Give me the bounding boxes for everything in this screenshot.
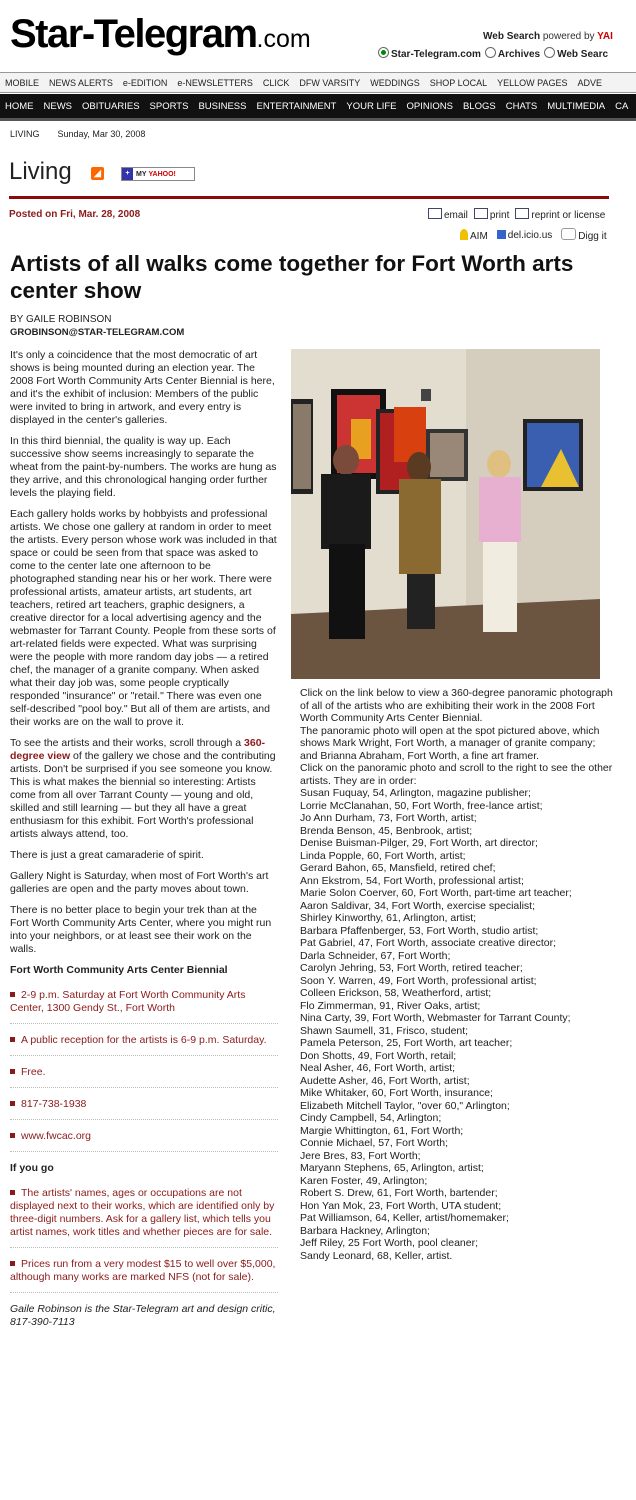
- paragraph: There is no better place to begin your trek than at the Fort Worth Community Arts Center, where you might run into your neighbors, or at least see their work on the walls.: [10, 904, 272, 955]
- list-item: Carolyn Jehring, 53, Fort Worth, retired teacher;: [300, 962, 523, 974]
- factbox-item: 2-9 p.m. Saturday at Fort Worth Community Arts Center, 1300 Gendy St., Fort Worth: [10, 989, 278, 1024]
- list-item: Barbara Pfaffenberger, 53, Fort Worth, studio artist;: [300, 924, 539, 937]
- list-item: Marie Solon Coerver, 60, Fort Worth, part-time art teacher;: [300, 887, 572, 899]
- article-headline: Artists of all walks come together for Fort Worth arts center show: [10, 251, 574, 303]
- caption-paragraph: The panoramic photo will open at the spot pictured above, which shows Mark Wright, Fort Worth, a manager of granite company; and Brianna Abraham, Fort Worth, a fine art framer.: [300, 724, 600, 762]
- ifyougo-item: Prices run from a very modest $15 to well over $5,000, although many works are marked NFS (not for sale).: [10, 1258, 278, 1293]
- factbox-item: Free.: [10, 1066, 278, 1088]
- nav-link[interactable]: YELLOW PAGES: [497, 77, 568, 88]
- digg-link[interactable]: Digg it: [561, 228, 606, 242]
- bullet-icon: [10, 992, 15, 997]
- breadcrumb-section[interactable]: LIVING: [10, 129, 40, 139]
- nav-tab[interactable]: MULTIMEDIA: [547, 100, 606, 112]
- nav-link[interactable]: e-NEWSLETTERS: [177, 77, 253, 88]
- paragraph: It's only a coincidence that the most democratic of art shows is being mounted during an election year. The 2008 Fort Worth Community Arts Center Biennial is here, and it's the exhibit of inclusion: Members of the public were invited to bring in artwork, and every entry is displayed in the center's galleries.: [10, 349, 275, 426]
- list-item: Soon Y. Warren, 49, Fort Worth, professional artist;: [300, 974, 537, 987]
- paragraph: Each gallery holds works by hobbyists and professional artists. We chose one gallery at random in order to meet the artists. Every person whose work was included in that space or could be seen from that space was asked to come to the center late one afternoon to be photographed standing near his or her work. There were professional artists, amateur artists, art students, art teachers, retired art teachers, graphic designers, a creative director for a local advertising agency and the webmaster for Tarrant County. People from these sorts of art-related fields were expected. What was surprising were the people with more random day jobs — a retired chef, the manager of a granite company. When asked what their day job was, some people cryptically responded "insurance" or "retail." There was even one self-described "pool boy." But all of them are artists, and their works are on the wall to prove it.: [10, 508, 277, 728]
- rss-icon[interactable]: ◢: [91, 167, 104, 180]
- byline: [10, 313, 184, 339]
- list-item: Elizabeth Mitchell Taylor, "over 60," Arlington;: [300, 1099, 510, 1112]
- radio-icon[interactable]: [485, 47, 496, 58]
- gallery-photo-illustration: [291, 349, 600, 679]
- list-item: Gerard Bahon, 65, Mansfield, retired chef;: [300, 862, 496, 874]
- search-option-site[interactable]: Star-Telegram.com: [378, 47, 481, 60]
- factbox-item: A public reception for the artists is 6-9 p.m. Saturday.: [10, 1034, 278, 1056]
- list-item: Karen Foster, 49, Arlington;: [300, 1174, 428, 1187]
- list-item: Pat Williamson, 64, Keller, artist/homemaker;: [300, 1212, 509, 1224]
- caption-paragraph: Click on the panoramic photo and scroll to the right to see the other artists. They are in order:: [300, 762, 613, 787]
- search-scope: [378, 47, 608, 60]
- bullet-icon: [10, 1133, 15, 1138]
- bullet-icon: [10, 1037, 15, 1042]
- list-item: Shirley Kinworthy, 61, Arlington, artist;: [300, 912, 477, 924]
- list-item: Mike Whitaker, 60, Fort Worth, insurance;: [300, 1087, 493, 1099]
- list-item: Ann Ekstrom, 54, Fort Worth, professional artist;: [300, 874, 524, 887]
- caption-paragraph: Click on the link below to view a 360-degree panoramic photograph of all of the artists who are exhibiting their work in the 2008 Fort Worth Community Arts Center Biennial.: [300, 687, 613, 724]
- article-body: [10, 349, 278, 1337]
- list-item: Barbara Hackney, Arlington;: [300, 1224, 430, 1237]
- utility-nav: [0, 72, 636, 93]
- nav-link[interactable]: WEDDINGS: [370, 77, 420, 88]
- reprint-icon: [515, 208, 529, 219]
- nav-tab[interactable]: ENTERTAINMENT: [256, 100, 337, 112]
- nav-tab[interactable]: SPORTS: [149, 100, 189, 112]
- nav-link[interactable]: NEWS ALERTS: [49, 77, 113, 88]
- list-item: Aaron Saldivar, 34, Fort Worth, exercise specialist;: [300, 899, 535, 912]
- list-item: Margie Whittington, 61, Fort Worth;: [300, 1124, 464, 1137]
- paragraph: Gallery Night is Saturday, when most of Fort Worth's art galleries are open and the party moves about town.: [10, 870, 269, 895]
- add-to-my-yahoo-button[interactable]: + MY YAHOO!: [121, 167, 195, 181]
- list-item: Connie Michael, 57, Fort Worth;: [300, 1137, 449, 1149]
- article-tools: [428, 208, 605, 221]
- nav-tab[interactable]: BLOGS: [462, 100, 496, 112]
- author-email[interactable]: GROBINSON@STAR-TELEGRAM.COM: [10, 327, 185, 338]
- aim-link[interactable]: AIM: [460, 229, 488, 242]
- bullet-icon: [10, 1101, 15, 1106]
- list-item: Colleen Erickson, 58, Weatherford, artist;: [300, 987, 492, 999]
- nav-tab[interactable]: YOUR LIFE: [346, 100, 397, 112]
- factbox-title: Fort Worth Community Arts Center Biennial: [10, 964, 228, 976]
- nav-link[interactable]: SHOP LOCAL: [429, 77, 488, 88]
- plus-icon: +: [122, 168, 133, 180]
- list-item: Maryann Stephens, 65, Arlington, artist;: [300, 1162, 484, 1174]
- author-signoff: Gaile Robinson is the Star-Telegram art and design critic, 817-390-7113: [10, 1303, 276, 1328]
- factbox-item: 817-738-1938: [10, 1098, 278, 1120]
- nav-tab[interactable]: OBITUARIES: [82, 100, 140, 112]
- list-item: Flo Zimmerman, 91, River Oaks, artist;: [300, 999, 481, 1012]
- print-link[interactable]: print: [474, 208, 509, 221]
- list-item: Cindy Campbell, 54, Arlington;: [300, 1112, 442, 1124]
- site-logo[interactable]: Star-Telegram.com: [10, 12, 311, 56]
- web-search-label: Web Search powered by YAI: [483, 31, 613, 42]
- list-item: Jo Ann Durham, 73, Fort Worth, artist;: [300, 812, 477, 824]
- list-item: Sandy Leonard, 68, Keller, artist.: [300, 1249, 453, 1262]
- author-name: BY GAILE ROBINSON: [10, 314, 112, 325]
- breadcrumb: [10, 129, 145, 139]
- nav-tab[interactable]: OPINIONS: [406, 100, 453, 112]
- share-tools: [460, 228, 607, 242]
- search-option-web[interactable]: Web Searc: [544, 47, 608, 60]
- list-item: Lorrie McClanahan, 50, Fort Worth, free-lance artist;: [300, 799, 543, 812]
- list-item: Pat Gabriel, 47, Fort Worth, associate creative director;: [300, 937, 556, 949]
- gallery-photo[interactable]: [291, 349, 600, 679]
- ifyougo-item: The artists' names, ages or occupations are not displayed next to their works, which are identified only by three-digit numbers. Ask for a gallery list, which tells you artist names, work titles and whether pieces are for sale.: [10, 1187, 278, 1248]
- nav-tab[interactable]: NEWS: [43, 100, 72, 112]
- paragraph: In this third biennial, the quality is way up. Each successive show seems increasingly to separate the wheat from the paint-by-numbers. The works are hung as they arrive, and this chronological hanging order further levels the playing field.: [10, 435, 277, 499]
- reprint-link[interactable]: reprint or license: [515, 208, 605, 221]
- radio-selected-icon[interactable]: [378, 47, 389, 58]
- list-item: Don Shotts, 49, Fort Worth, retail;: [300, 1049, 457, 1062]
- list-item: Audette Asher, 46, Fort Worth, artist;: [300, 1074, 470, 1087]
- factbox-item: www.fwcac.org: [10, 1130, 278, 1152]
- list-item: Neal Asher, 46, Fort Worth, artist;: [300, 1062, 456, 1074]
- nav-link[interactable]: DFW VARSITY: [299, 77, 361, 88]
- nav-link[interactable]: MOBILE: [5, 77, 40, 88]
- envelope-icon: [428, 208, 442, 219]
- list-item: Susan Fuquay, 54, Arlington, magazine publisher;: [300, 787, 531, 799]
- photo-caption: [300, 687, 615, 1262]
- list-item: Darla Schneider, 67, Fort Worth;: [300, 949, 451, 962]
- nav-tab[interactable]: CHATS: [505, 100, 538, 112]
- bullet-icon: [10, 1261, 15, 1266]
- list-item: Nina Carty, 39, Fort Worth, Webmaster for Tarrant County;: [300, 1012, 571, 1024]
- list-item: Jeff Riley, 25 Fort Worth, pool cleaner;: [300, 1237, 478, 1249]
- printer-icon: [474, 208, 488, 219]
- nav-tab[interactable]: BUSINESS: [198, 100, 247, 112]
- radio-icon[interactable]: [544, 47, 555, 58]
- list-item: Denise Buisman-Pilger, 29, Fort Worth, art director;: [300, 837, 538, 849]
- delicious-link[interactable]: del.icio.us: [497, 230, 552, 241]
- main-nav: [0, 94, 636, 121]
- list-item: Shawn Saumell, 31, Frisco, student;: [300, 1024, 469, 1037]
- email-link[interactable]: email: [428, 208, 468, 221]
- nav-link[interactable]: e-EDITION: [122, 77, 168, 88]
- ifyougo-title: If you go: [10, 1162, 54, 1174]
- paragraph: To see the artists and their works, scroll through a 360-degree view of the gallery we chose and the contributing artists. Don't be surprised if you see someone you know. This is what makes the biennial so interesting: Artists come from all over Tarrant County — young and old, skilled and still learning — but they all have a great enthusiasm for this exhibit. Fort Worth's professional artists always attend, too.: [10, 737, 276, 840]
- nav-link[interactable]: ADVE: [577, 77, 602, 88]
- bullet-icon: [10, 1190, 15, 1195]
- nav-link[interactable]: CLICK: [262, 77, 290, 88]
- nav-tab[interactable]: HOME: [5, 100, 34, 112]
- paragraph: There is just a great camaraderie of spirit.: [10, 849, 204, 861]
- posted-date: Posted on Fri, Mar. 28, 2008: [9, 209, 141, 220]
- list-item: Jere Bres, 83, Fort Worth;: [300, 1149, 421, 1162]
- search-option-archives[interactable]: Archives: [485, 47, 540, 60]
- page-date: Sunday, Mar 30, 2008: [57, 129, 146, 139]
- section-divider: [9, 196, 609, 199]
- list-item: Linda Popple, 60, Fort Worth, artist;: [300, 849, 466, 862]
- delicious-icon: [497, 230, 506, 239]
- list-item: Robert S. Drew, 61, Fort Worth, bartender;: [300, 1187, 498, 1199]
- bullet-icon: [10, 1069, 15, 1074]
- list-item: Pamela Peterson, 25, Fort Worth, art teacher;: [300, 1037, 513, 1049]
- nav-tab[interactable]: CA: [615, 100, 629, 112]
- 360-view-link[interactable]: 360-degree view: [10, 737, 266, 762]
- section-title: Living: [9, 158, 72, 185]
- aim-icon: [460, 229, 468, 240]
- list-item: Hon Yan Mok, 23, Fort Worth, UTA student;: [300, 1199, 502, 1212]
- artist-list: [300, 787, 615, 1262]
- list-item: Brenda Benson, 45, Benbrook, artist;: [300, 824, 473, 837]
- digg-icon: [561, 228, 576, 240]
